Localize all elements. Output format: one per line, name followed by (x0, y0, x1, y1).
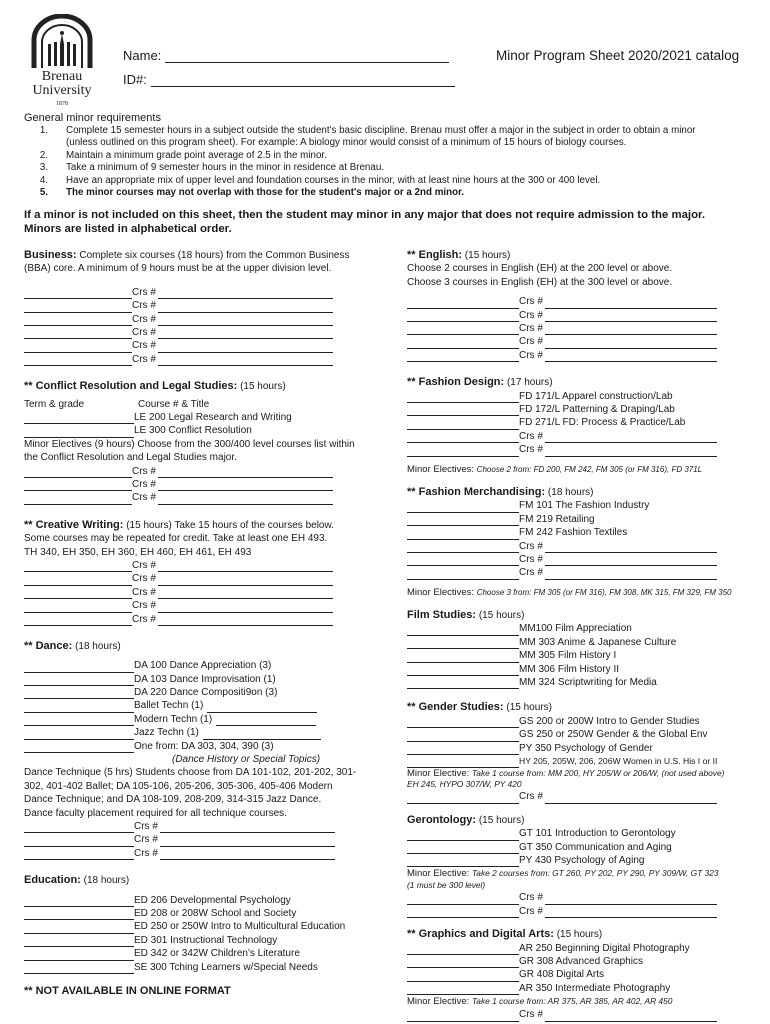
course-entry-line[interactable]: Crs # (407, 905, 752, 918)
course-entry-line[interactable]: GT 350 Communication and Aging (407, 841, 752, 854)
course-entry-line[interactable]: GR 308 Advanced Graphics (407, 955, 752, 968)
brenau-logo (26, 14, 98, 106)
dance-title: ** Dance: (24, 639, 73, 652)
course-entry-line[interactable]: GR 408 Digital Arts (407, 968, 752, 981)
education-title: Education: (24, 874, 81, 887)
course-entry-line[interactable]: ED 208 or 208W School and Society (24, 907, 374, 920)
list-item: 5. The minor courses may not overlap with those for the student's major or a 2nd minor. (39, 187, 465, 199)
course-entry-line[interactable]: DA 103 Dance Improvisation (1) (24, 673, 374, 686)
course-entry-line[interactable]: MM 305 Film History I (407, 649, 752, 662)
film-section: Film Studies: (15 hours) MM100 Film Appreciation MM 303 Anime & Japanese Culture MM 305 Film History I MM 306 Film History II MM 324 Scriptwriting for Media (407, 609, 752, 689)
logo-established: 1878 (56, 100, 68, 107)
course-entry-line[interactable]: Crs # (24, 613, 374, 626)
gerontology-title: Gerontology: (407, 813, 477, 826)
course-entry-line[interactable]: Crs # (407, 553, 752, 566)
course-entry-line[interactable]: MM100 Film Appreciation (407, 623, 752, 636)
notice-line-1: If a minor is not included on this sheet, then the student may minor in any major that does not require admission to the major. (24, 209, 705, 221)
course-entry-line[interactable]: Crs # (407, 309, 752, 322)
course-entry-line[interactable]: Crs # (24, 586, 374, 599)
course-entry-line[interactable]: ED 301 Instructional Technology (24, 934, 374, 947)
course-entry-line[interactable]: FM 219 Retailing (407, 513, 752, 526)
course-entry-line[interactable]: ED 342 or 342W Children's Literature (24, 947, 374, 960)
course-entry-line[interactable]: Crs # (24, 478, 374, 491)
course-entry-line[interactable]: Crs # (24, 559, 374, 572)
course-entry-line[interactable]: MM 306 Film History II (407, 663, 752, 676)
course-entry-line[interactable]: Crs # (407, 349, 752, 362)
logo-name-line2: University (32, 83, 92, 99)
course-entry-line[interactable]: GS 250 or 250W Gender & the Global Env (407, 728, 752, 741)
course-entry-line[interactable]: LE 300 Conflict Resolution (24, 424, 374, 437)
course-entry-line[interactable]: SE 300 Tching Learners w/Special Needs (24, 961, 374, 974)
english-section: ** English: (15 hours) Choose 2 courses in English (EH) at the 200 level or above. Choose 3 courses in English (EH) at the 300 level or above. Crs # Crs # Crs # Crs # Crs # (407, 249, 752, 362)
english-title: ** English: (407, 249, 463, 261)
course-entry-line[interactable]: Crs # (407, 1008, 752, 1021)
creative-writing-section: ** Creative Writing: (15 hours) Take 15 hours of the courses below. Some courses may be repeated for credit. Take at least one EH 493. TH 340, EH 350, EH 360, EH 460, EH 461, EH 493 Crs # Crs # Crs # Crs # Crs # (24, 519, 374, 626)
course-entry-line[interactable]: Crs # (407, 540, 752, 553)
course-entry-line[interactable]: PY 430 Psychology of Aging (407, 854, 752, 867)
fashion-design-section: ** Fashion Design: (17 hours) FD 171/L Apparel construction/Lab FD 172/L Patterning & Draping/Lab FD 271/L FD: Process & Practice/Lab Crs # Crs # Minor Electives: Choose 2 from: FD 200, FM 242, FM 305 (or FM 316), FD 371L (407, 376, 752, 476)
course-entry-line[interactable]: Crs # (407, 335, 752, 348)
course-entry-line[interactable]: Crs # (24, 833, 374, 846)
course-entry-line[interactable]: Crs # (407, 891, 752, 904)
business-title: Business: (24, 249, 77, 261)
course-entry-line[interactable]: GT 101 Introduction to Gerontology (407, 827, 752, 840)
course-entry-line[interactable]: Crs # (407, 295, 752, 308)
name-field[interactable] (123, 48, 449, 63)
course-entry-line[interactable]: Crs # (24, 326, 374, 339)
list-item: (unless outlined on this program sheet). For example: A biology minor would consist of a minimum of 15 hours of biology courses. (66, 137, 627, 149)
name-label: Name: (123, 48, 162, 63)
graphics-section: ** Graphics and Digital Arts: (15 hours) AR 250 Beginning Digital Photography GR 308 Advanced Graphics GR 408 Digital Arts AR 350 Intermediate Photography Minor Elective: Take 1 course from: AR 375, AR 385, AR 402, AR 450 Crs # (407, 928, 752, 1021)
course-entry-line[interactable]: Crs # (407, 790, 752, 803)
course-entry-line[interactable]: ED 250 or 250W Intro to Multicultural Education (24, 920, 374, 933)
course-entry-line[interactable]: FM 101 The Fashion Industry (407, 499, 752, 512)
id-field[interactable] (123, 72, 455, 87)
course-entry-line[interactable]: Crs # (24, 313, 374, 326)
course-entry-line[interactable]: One from: DA 303, 304, 390 (3) (24, 740, 374, 753)
course-entry-line[interactable]: Crs # (24, 491, 374, 504)
conflict-title: ** Conflict Resolution and Legal Studies: (24, 380, 238, 393)
course-entry-line[interactable]: MM 324 Scriptwriting for Media (407, 676, 752, 689)
id-label: ID#: (123, 72, 147, 87)
course-entry-line[interactable]: Crs # (24, 847, 374, 860)
list-item: 2. Maintain a minimum grade point average of 2.5 in the minor. (39, 149, 327, 161)
course-entry-line[interactable]: FD 271/L FD: Process & Practice/Lab (407, 416, 752, 429)
notice-line-2: Minors are listed in alphabetical order. (24, 223, 232, 235)
film-title: Film Studies: (407, 609, 477, 622)
course-entry-line[interactable]: Crs # (24, 339, 374, 352)
fashion-design-title: ** Fashion Design: (407, 376, 505, 389)
course-entry-line[interactable]: Crs # (407, 430, 752, 443)
course-entry-line[interactable]: Crs # (24, 353, 374, 366)
list-item: 4. Have an appropriate mix of upper level and foundation courses in the minor, with at least nine hours at the 300 or 400 level. (39, 174, 601, 186)
course-entry-line[interactable]: Crs # (24, 465, 374, 478)
course-entry-line[interactable]: GS 200 or 200W Intro to Gender Studies (407, 715, 752, 728)
gender-title: ** Gender Studies: (407, 701, 504, 714)
course-entry-line[interactable]: Crs # (24, 572, 374, 585)
gerontology-section: Gerontology: (15 hours) GT 101 Introduction to Gerontology GT 350 Communication and Aging PY 430 Psychology of Aging Minor Elective: Take 2 courses from: GT 260, PY 202, PY 290, PY 309/W, GT 323 (1 must be 300 level) Crs # Crs # (407, 814, 752, 918)
left-column (24, 249, 374, 974)
course-entry-line[interactable]: DA 220 Dance Compositi9on (3) (24, 686, 374, 699)
course-entry-line[interactable]: LE 200 Legal Research and Writing (24, 411, 374, 424)
catalog-title: Minor Program Sheet 2020/2021 catalog (496, 48, 740, 63)
course-entry-line[interactable]: Jazz Techn (1) (24, 726, 374, 739)
course-entry-line[interactable]: Crs # (407, 566, 752, 579)
logo-name-line1: Brenau (41, 69, 83, 84)
fashion-merch-title: ** Fashion Merchandising: (407, 485, 546, 498)
graphics-title: ** Graphics and Digital Arts: (407, 928, 554, 941)
course-entry-line[interactable]: DA 100 Dance Appreciation (3) (24, 659, 374, 672)
creative-title: ** Creative Writing: (24, 518, 124, 531)
course-entry-line[interactable]: Crs # (24, 599, 374, 612)
gender-section: ** Gender Studies: (15 hours) GS 200 or 200W Intro to Gender Studies GS 250 or 250W Gender & the Global Env PY 350 Psychology of Gender HY 205, 205W, 206, 206W Women in U.S. His I or II Minor Elective: Take 1 course from: MM 200, HY 205/W or 206/W, (not used above) EH 245, HYPO 307/W, PY 420 Crs # (407, 701, 752, 803)
general-requirements-list (24, 125, 754, 199)
education-section: Education: (18 hours) ED 206 Developmental Psychology ED 208 or 208W School and Society ED 250 or 250W Intro to Multicultural Education ED 301 Instructional Technology ED 342 or 342W Children's Literature SE 300 Tching Learners w/Special Needs (24, 874, 374, 974)
arch-logo-icon (26, 14, 98, 70)
right-column (407, 249, 752, 1022)
course-entry-line[interactable]: Crs # (24, 286, 374, 299)
course-entry-line[interactable]: Crs # (407, 322, 752, 335)
course-entry-line[interactable]: Ballet Techn (1) (24, 699, 374, 712)
business-section: Business: Complete six courses (18 hours) from the Common Business (BBA) core. A minimum of 9 hours must be at the upper division level. Crs # Crs # Crs # Crs # Crs # Crs # (24, 249, 374, 366)
course-entry-line[interactable]: FD 172/L Patterning & Draping/Lab (407, 403, 752, 416)
course-entry-line[interactable]: MM 303 Anime & Japanese Culture (407, 636, 752, 649)
course-entry-line[interactable]: FD 171/L Apparel construction/Lab (407, 390, 752, 403)
list-item: 1. Complete 15 semester hours in a subject outside the student's basic discipline. Brenau must offer a major in the subject in order to obtain a minor (39, 125, 696, 136)
course-entry-line[interactable]: Crs # (407, 443, 752, 456)
fashion-merch-section: ** Fashion Merchandising: (18 hours) FM 101 The Fashion Industry FM 219 Retailing FM 242 Fashion Textiles Crs # Crs # Crs # Minor Electives: Choose 3 from: FM 305 (or FM 316), FM 308, MK 315, FM 329, FM 350 (407, 486, 752, 599)
conflict-section: ** Conflict Resolution and Legal Studies: (15 hours) Term & grade Course # & Title LE 200 Legal Research and Writing LE 300 Conflict Resolution Minor Electives (9 hours) Choose from the 300/400 level courses list within the Conflict Resolution and Legal Studies major. Crs # Crs # Crs # (24, 380, 374, 505)
course-entry-line[interactable]: AR 350 Intermediate Photography (407, 982, 752, 995)
course-entry-line[interactable]: Modern Techn (1) (24, 713, 374, 726)
list-item: 3. Take a minimum of 9 semester hours in the minor in residence at Brenau. (39, 162, 385, 174)
course-entry-line[interactable]: Crs # (24, 820, 374, 833)
course-entry-line[interactable]: Crs # (24, 299, 374, 312)
dance-section: ** Dance: (18 hours) DA 100 Dance Appreciation (3) DA 103 Dance Improvisation (1) DA 220 Dance Compositi9on (3) Ballet Techn (1) Modern Techn (1) Jazz Techn (1) One from: DA 303, 304, 390 (3) (Dance History or Special Topics) Dance Technique (5 hrs) Students choose from DA 101-102, 201-202, 301- 302, 401-402 Ballet; DA 105-106, 205-206, 305-306, 405-406 Modern Dance Technique; and DA 108-109, 208-209, 314-315 Jazz Dance. Dance faculty placement required for all technique courses. Crs # Crs # Crs # (24, 640, 374, 860)
general-heading: General minor requirements (24, 112, 161, 124)
course-entry-line[interactable]: HY 205, 205W, 206, 206W Women in U.S. His I or II (407, 755, 752, 768)
course-entry-line[interactable]: PY 350 Psychology of Gender (407, 742, 752, 755)
online-format-note: ** NOT AVAILABLE IN ONLINE FORMAT (24, 985, 231, 997)
course-entry-line[interactable]: AR 250 Beginning Digital Photography (407, 942, 752, 955)
course-entry-line[interactable]: ED 206 Developmental Psychology (24, 894, 374, 907)
course-entry-line[interactable]: FM 242 Fashion Textiles (407, 526, 752, 539)
